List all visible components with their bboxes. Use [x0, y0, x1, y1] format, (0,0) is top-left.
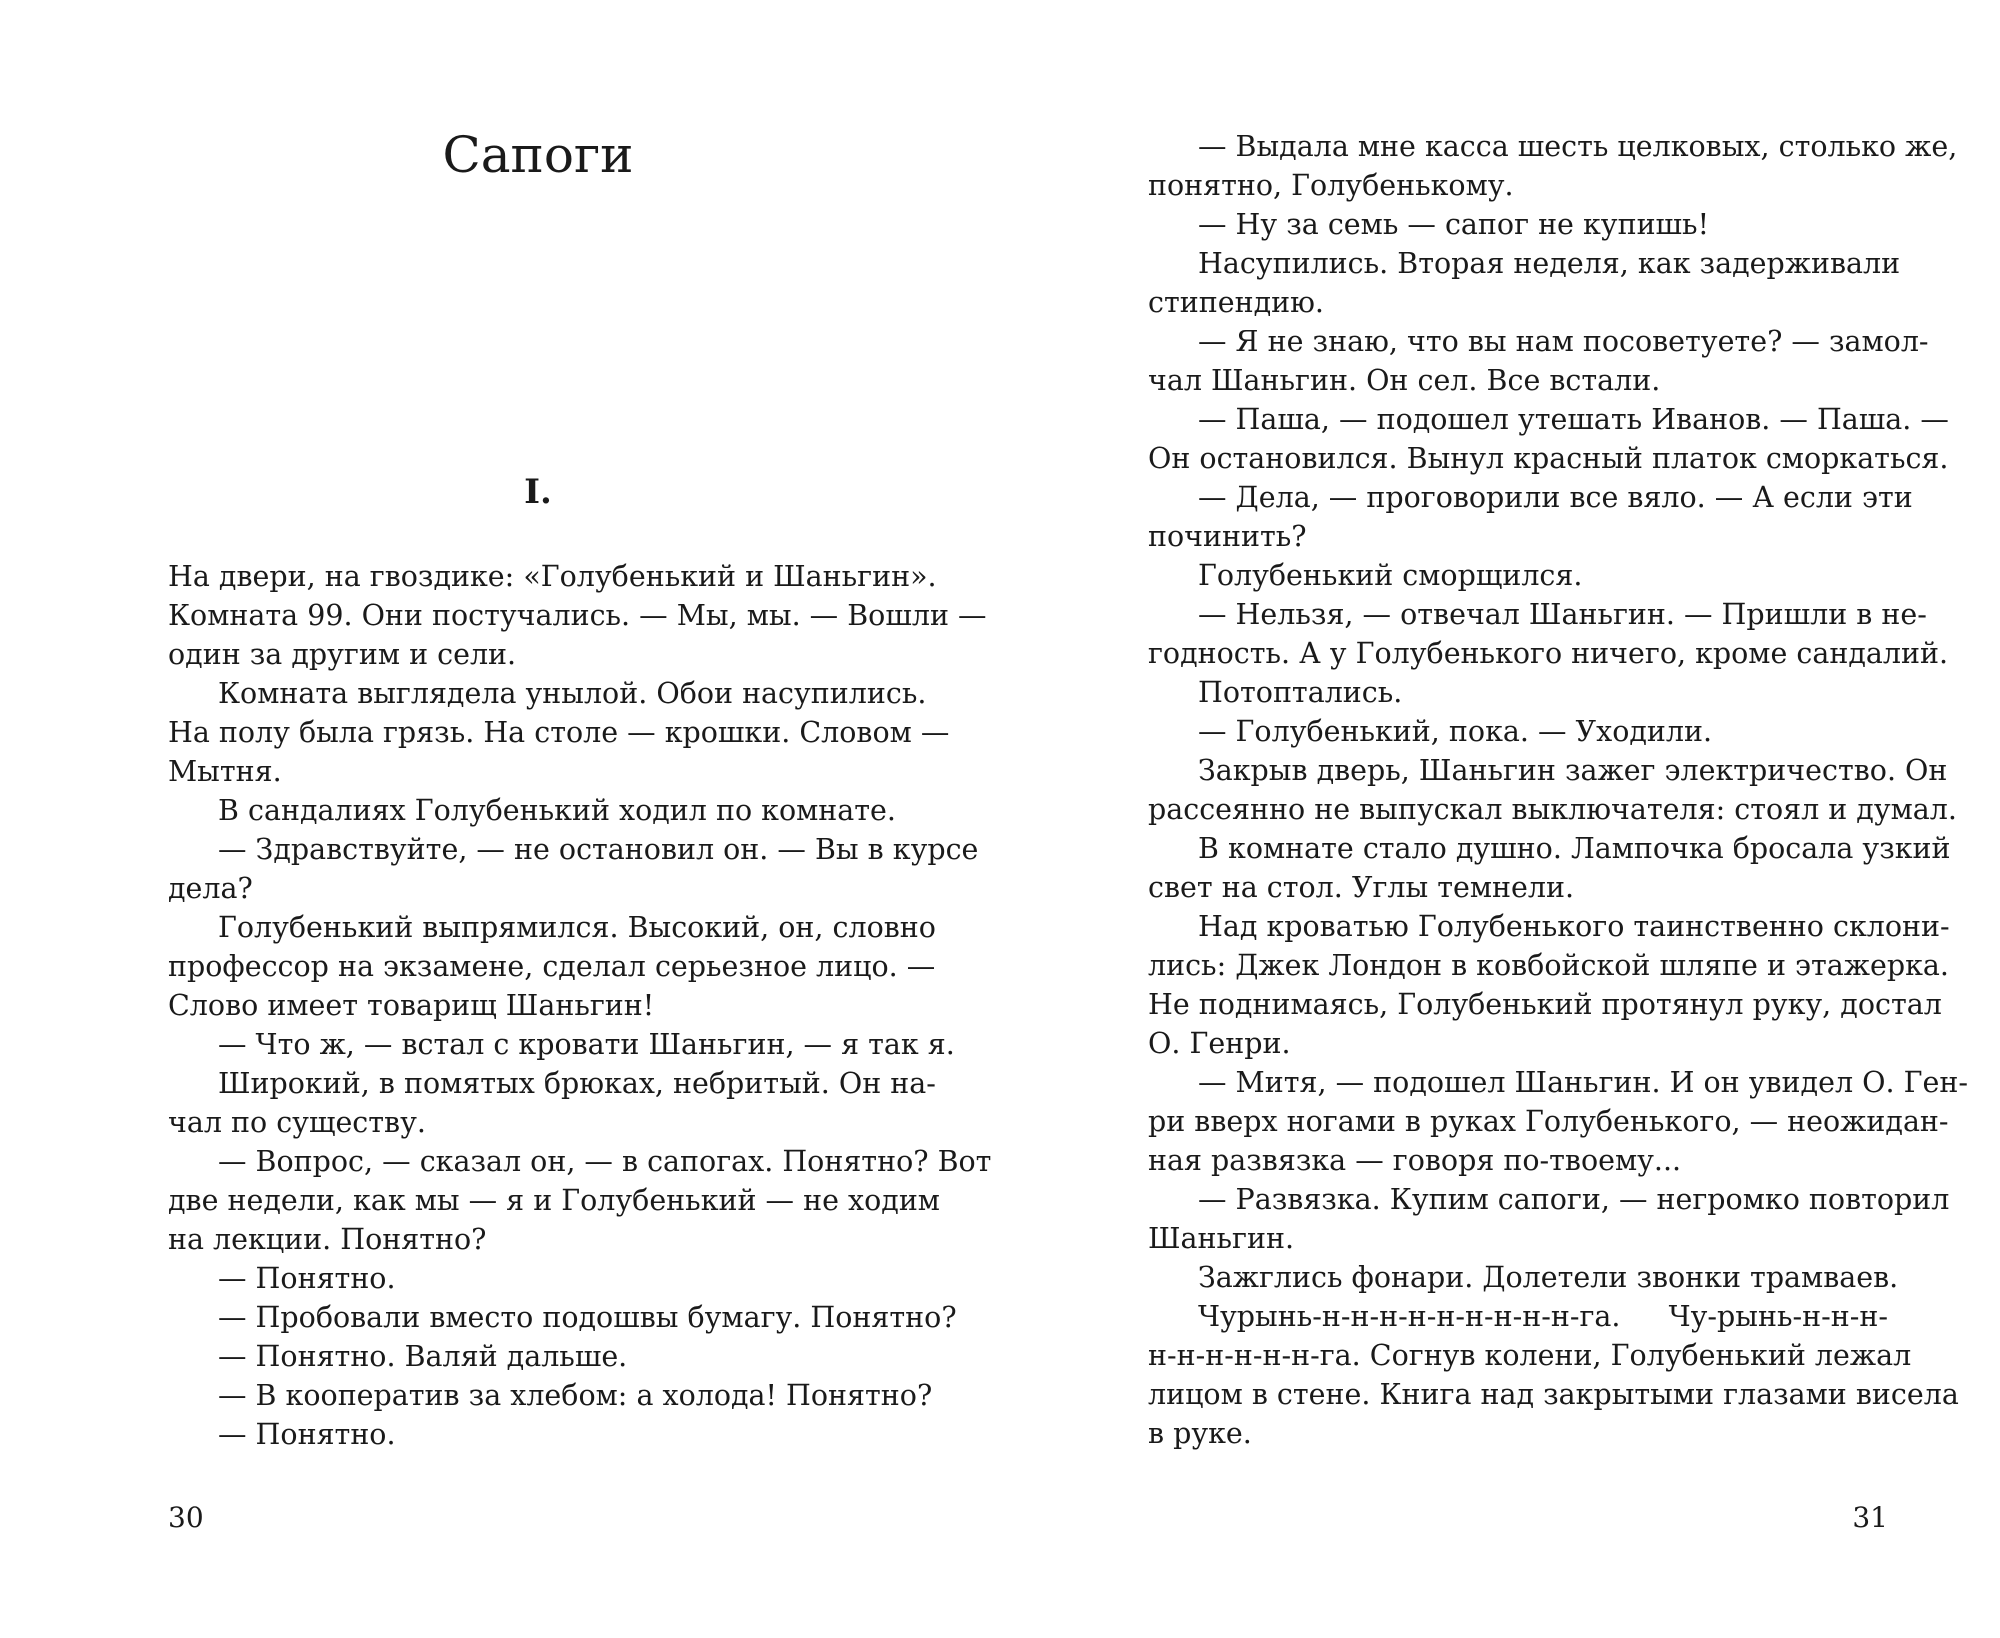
text-line: — Понятно. — [218, 1418, 396, 1451]
text-line: В комнате стало душно. Лампочка бросала узкий — [1198, 832, 1951, 865]
text-line: — Нельзя, — отвечал Шаньгин. — Пришли в не- — [1198, 598, 1927, 631]
text-line: Шаньгин. — [1148, 1222, 1295, 1255]
text-line: — Пробовали вместо подошвы бумагу. Понятно? — [218, 1301, 957, 1334]
text-line: — Я не знаю, что вы нам посоветуете? — замол- — [1198, 325, 1929, 358]
text-line: — Митя, — подошел Шаньгин. И он увидел О. Ген- — [1198, 1066, 1968, 1099]
text-line: понятно, Голубенькому. — [1148, 169, 1514, 202]
text-line: н-н-н-н-н-н-га. Согнув колени, Голубенький лежал — [1148, 1339, 1912, 1372]
text-line: профессор на экзамене, сделал серьезное лицо. — — [168, 950, 936, 983]
left-page — [168, 0, 992, 1638]
text-line: свет на стол. Углы темнели. — [1148, 871, 1575, 904]
text-line: Мытня. — [168, 755, 282, 788]
text-line: ри вверх ногами в руках Голубенького, — неожидан- — [1148, 1105, 1949, 1138]
text-line: — Ну за семь — сапог не купишь! — [1198, 208, 1710, 241]
text-line: В сандалиях Голубенький ходил по комнате. — [218, 794, 896, 827]
text-line: Он остановился. Вынул красный платок сморкаться. — [1148, 442, 1949, 475]
text-line: дела? — [168, 872, 253, 905]
text-line: Широкий, в помятых брюках, небритый. Он на- — [218, 1067, 936, 1100]
text-line: — Что ж, — встал с кровати Шаньгин, — я так я. — [218, 1028, 955, 1061]
text-line: — В кооператив за хлебом: а холода! Понятно? — [218, 1379, 933, 1412]
text-line: Слово имеет товарищ Шаньгин! — [168, 989, 655, 1022]
text-line: — Вопрос, — сказал он, — в сапогах. Понятно? Вот — [218, 1145, 992, 1178]
text-line: годность. А у Голубенького ничего, кроме сандалий. — [1148, 637, 1949, 670]
text-line: Над кроватью Голубенького таинственно склони- — [1198, 910, 1950, 943]
text-line: — Здравствуйте, — не остановил он. — Вы в курсе — [218, 833, 979, 866]
text-line: рассеянно не выпускал выключателя: стоял и думал. — [1148, 793, 1957, 826]
text-line: На двери, на гвоздике: «Голубенький и Шаньгин». — [168, 560, 937, 593]
page-number-right: 31 — [1852, 1501, 1888, 1534]
text-line: починить? — [1148, 520, 1307, 553]
text-line: Не поднимаясь, Голубенький протянул руку, достал — [1148, 988, 1942, 1021]
text-line: — Развязка. Купим сапоги, — негромко повторил — [1198, 1183, 1950, 1216]
text-line: — Понятно. Валяй дальше. — [218, 1340, 628, 1373]
text-line: Голубенький выпрямился. Высокий, он, словно — [218, 911, 936, 944]
text-line: Насупились. Вторая неделя, как задерживали — [1198, 247, 1901, 280]
page-number-left: 30 — [168, 1501, 204, 1534]
text-line: Потоптались. — [1198, 676, 1403, 709]
text-line: ная развязка — говоря по-твоему... — [1148, 1144, 1682, 1177]
text-line: один за другим и сели. — [168, 638, 517, 671]
text-line: — Выдала мне касса шесть целковых, столько же, — [1198, 130, 1958, 163]
text-line: — Дела, — проговорили все вяло. — А если эти — [1198, 481, 1913, 514]
left-text-block — [168, 557, 992, 1454]
text-line: в руке. — [1148, 1417, 1252, 1450]
text-line: На полу была грязь. На столе — крошки. Словом — — [168, 716, 950, 749]
section-number: I. — [524, 472, 552, 512]
text-line: — Понятно. — [218, 1262, 396, 1295]
text-line: лицом в стене. Книга над закрытыми глазами висела — [1148, 1378, 1959, 1411]
text-line: — Голубенький, пока. — Уходили. — [1198, 715, 1713, 748]
chapter-title: Сапоги — [442, 126, 634, 184]
right-text-block — [1148, 127, 1968, 1453]
text-line: Комната выглядела унылой. Обои насупились. — [218, 677, 927, 710]
right-page — [1148, 0, 1968, 1638]
text-line: Чурынь-н-н-н-н-н-н-н-н-н-га. Чу-рынь-н-н-н- — [1198, 1300, 1888, 1333]
text-line: на лекции. Понятно? — [168, 1223, 487, 1256]
text-line: Зажглись фонари. Долетели звонки трамваев. — [1198, 1261, 1899, 1294]
text-line: Комната 99. Они постучались. — Мы, мы. — Вошли — — [168, 599, 987, 632]
text-line: две недели, как мы — я и Голубенький — не ходим — [168, 1184, 940, 1217]
text-line: лись: Джек Лондон в ковбойской шляпе и этажерка. — [1148, 949, 1949, 982]
text-line: чал по существу. — [168, 1106, 426, 1139]
text-line: стипендию. — [1148, 286, 1324, 319]
text-line: О. Генри. — [1148, 1027, 1291, 1060]
text-line: чал Шаньгин. Он сел. Все встали. — [1148, 364, 1661, 397]
text-line: — Паша, — подошел утешать Иванов. — Паша. — — [1198, 403, 1949, 436]
text-line: Закрыв дверь, Шаньгин зажег электричество. Он — [1198, 754, 1948, 787]
text-line: Голубенький сморщился. — [1198, 559, 1583, 592]
